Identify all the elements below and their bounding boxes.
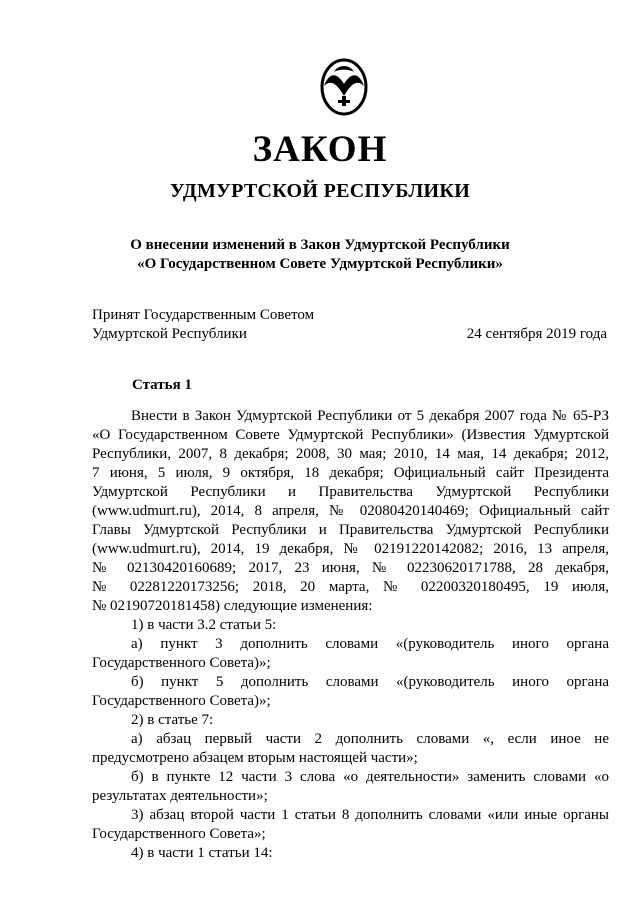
document-subtitle: УДМУРТСКОЙ РЕСПУБЛИКИ [169, 180, 471, 202]
coat-of-arms-emblem [316, 56, 372, 118]
law-name-line-2: «О Государственном Совете Удмуртской Республики» [137, 256, 503, 272]
body-line: Государственного Совета)»; [92, 693, 271, 709]
body-line: 1) в части 3.2 статьи 5: [131, 617, 277, 633]
body-line: 3) абзац второй части 1 статьи 8 дополнить словами «или иные органы [131, 807, 609, 823]
body-line: результатах деятельности»; [92, 788, 268, 804]
body-line: а) пункт 3 дополнить словами «(руководитель иного органа [131, 636, 609, 652]
body-line: 7 июня, 5 июля, 9 октября, 18 декабря; Официальный сайт Президента [92, 465, 609, 481]
body-line: (www.udmurt.ru), 2014, 8 апреля, № 02080420140469; Официальный сайт [92, 503, 609, 519]
body-line: № 02281220173256; 2018, 20 марта, № 02200320180495, 19 июля, [92, 579, 609, 595]
adoption-line-1: Принят Государственным Советом [92, 307, 315, 323]
body-line: Главы Удмуртской Республики и Правительства Удмуртской Республики [92, 522, 609, 538]
body-line: Внести в Закон Удмуртской Республики от 5 декабря 2007 года № 65-РЗ [131, 408, 609, 424]
adoption-line-2: Удмуртской Республики [92, 326, 247, 342]
body-line: б) пункт 5 дополнить словами «(руководитель иного органа [131, 674, 609, 690]
body-line: Государственного Совета)»; [92, 655, 271, 671]
body-line: 2) в статье 7: [131, 712, 214, 728]
body-line: б) в пункте 12 части 3 слова «о деятельности» заменить словами «о [131, 769, 609, 785]
article-body [92, 407, 609, 863]
body-line: 4) в части 1 статьи 14: [131, 845, 273, 861]
body-line: Государственного Совета»; [92, 826, 266, 842]
adoption-date: 24 сентября 2019 года [466, 326, 607, 342]
adoption-info [92, 306, 314, 344]
document-title: ЗАКОН [252, 129, 388, 170]
body-line: № 02130420160689; 2017, 23 июня, № 02230620171788, 28 декабря, [92, 560, 609, 576]
body-line: Удмуртской Республики и Правительства Удмуртской Республики [92, 484, 609, 500]
article-heading: Статья 1 [132, 377, 192, 393]
body-line: «О Государственном Совете Удмуртской Республики» (Известия Удмуртской [92, 427, 609, 443]
body-line: Республики, 2007, 8 декабря; 2008, 30 мая; 2010, 14 мая, 14 декабря; 2012, [92, 446, 609, 462]
body-line: (www.udmurt.ru), 2014, 19 декабря, № 02191220142082; 2016, 13 апреля, [92, 541, 609, 557]
body-line: а) абзац первый части 2 дополнить словами «, если иное не [131, 731, 609, 747]
body-line: № 02190720181458) следующие изменения: [92, 598, 373, 614]
body-line: предусмотрено абзацем вторым настоящей части»; [92, 750, 418, 766]
law-name-line-1: О внесении изменений в Закон Удмуртской Республики [130, 237, 510, 253]
law-name [0, 236, 640, 274]
